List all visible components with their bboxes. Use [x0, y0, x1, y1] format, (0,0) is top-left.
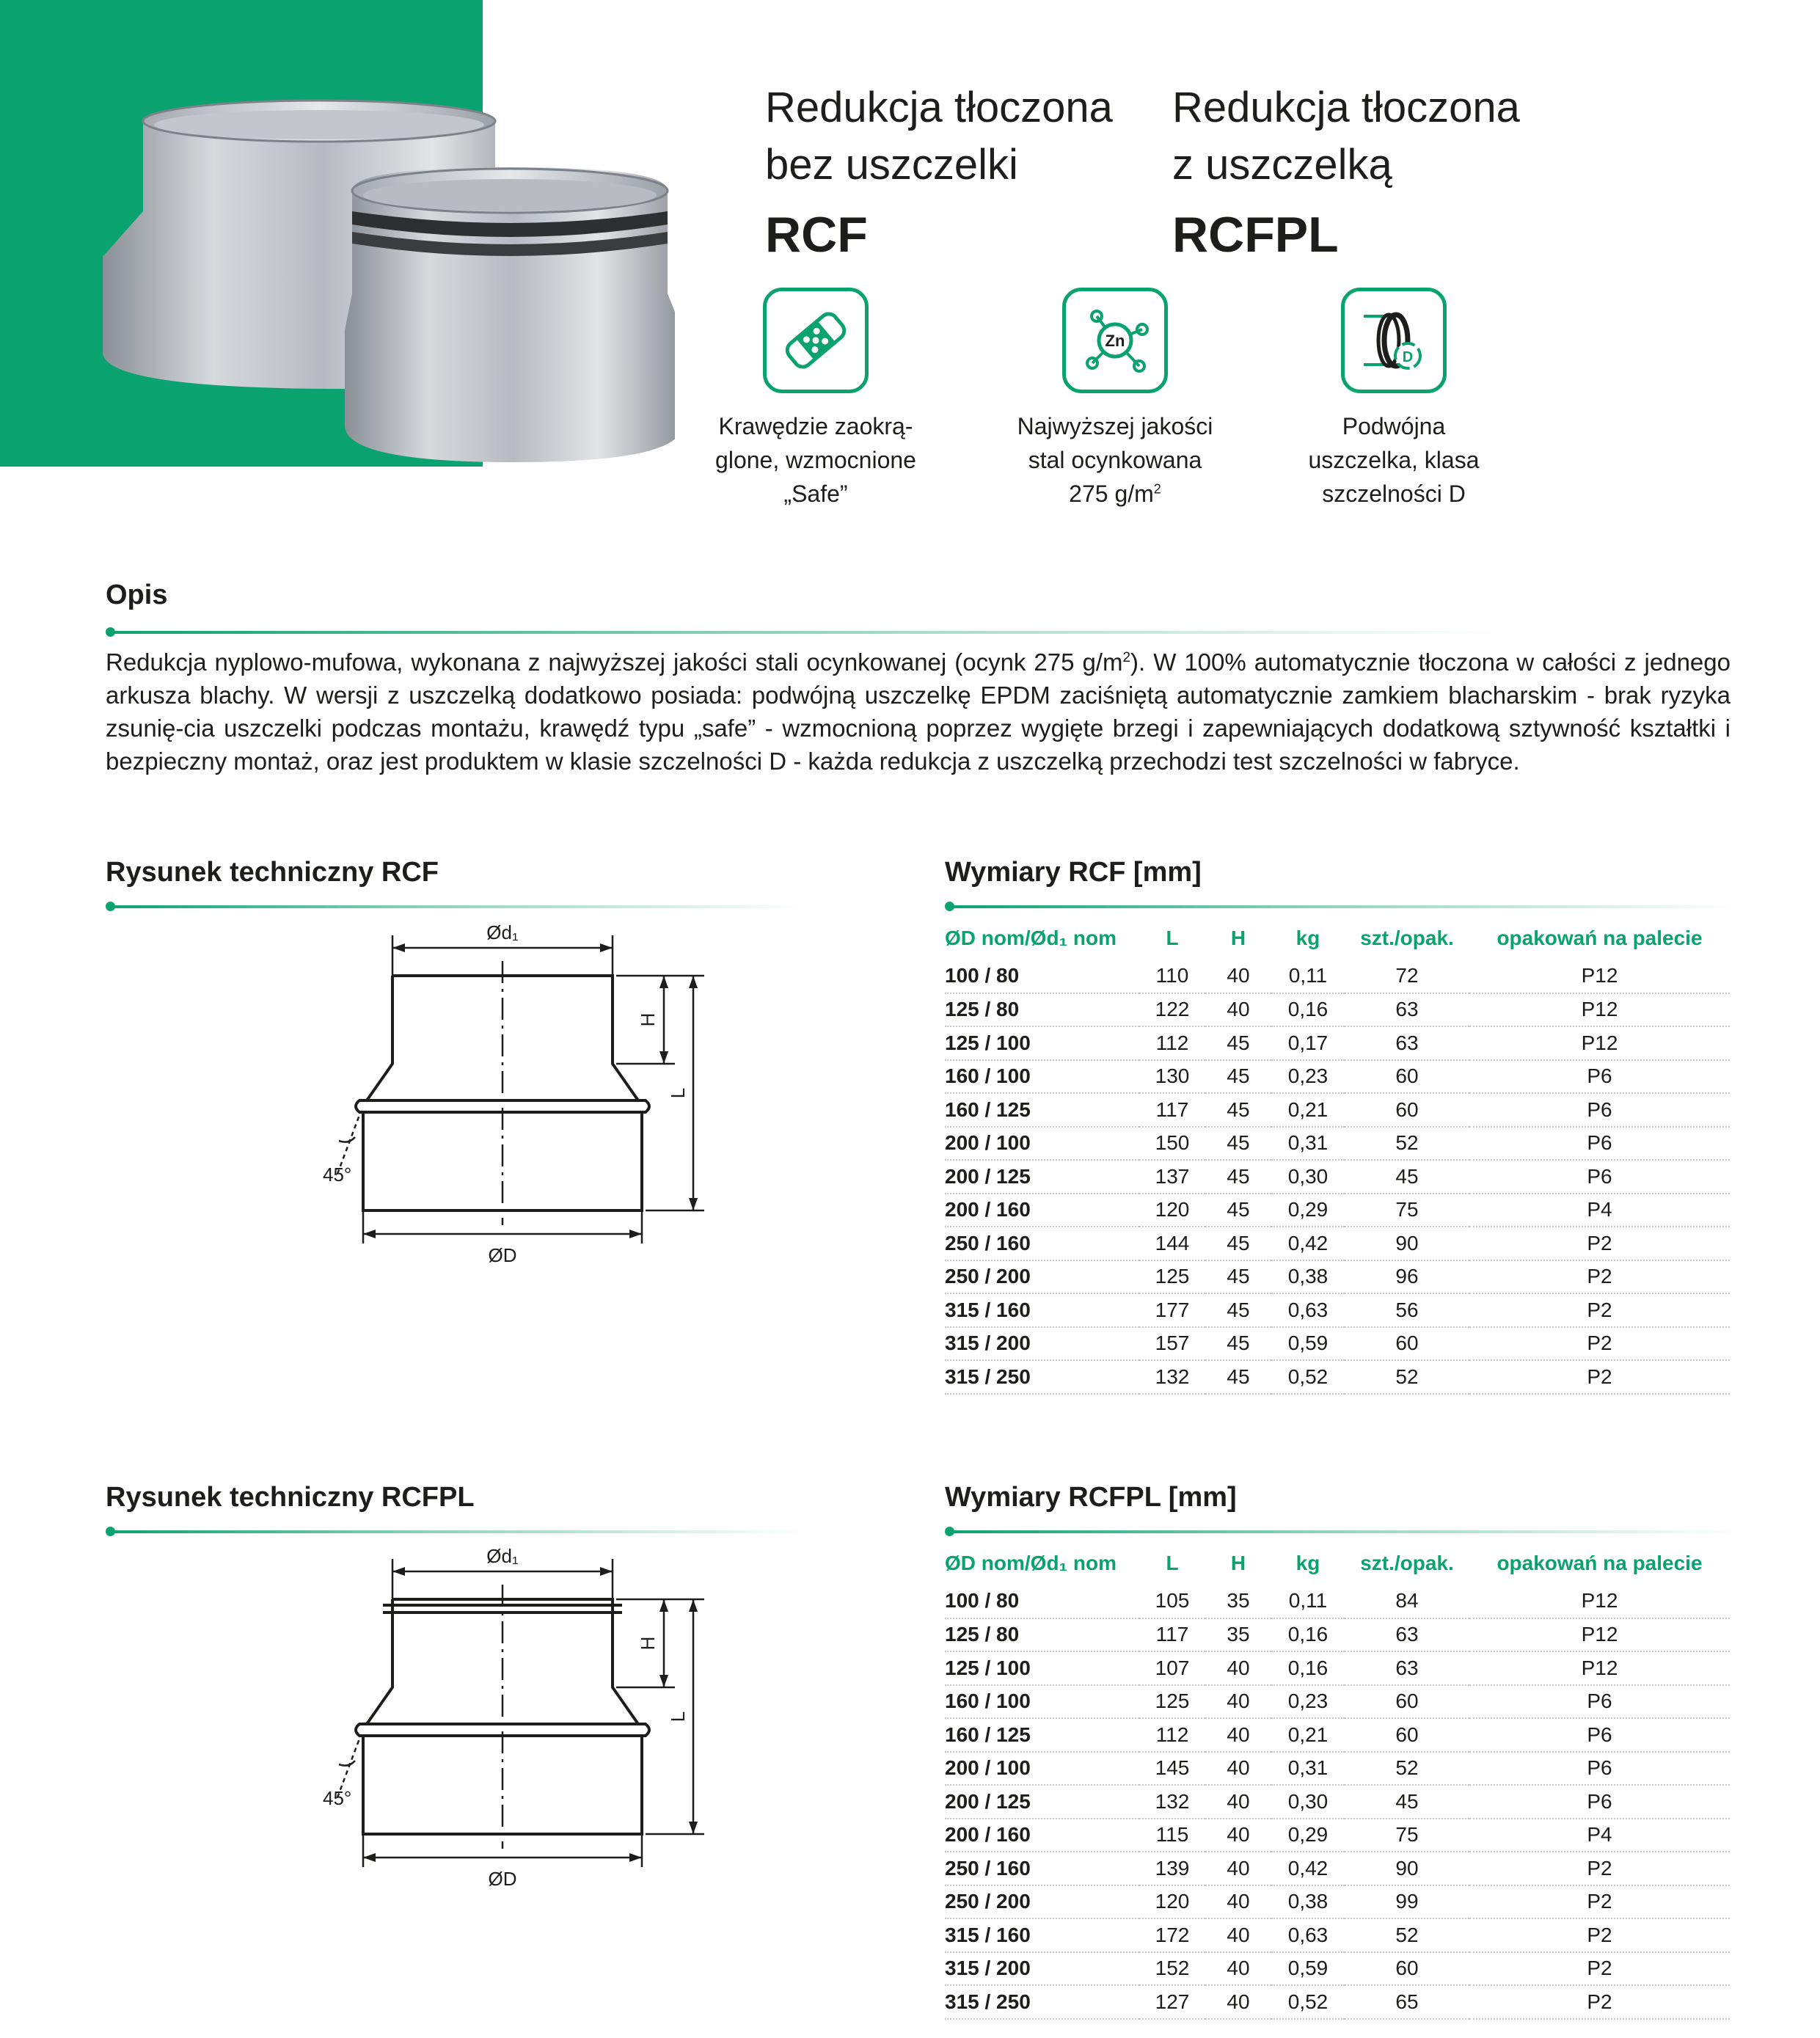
table-row — [945, 1985, 1730, 2019]
L-cell: 110 — [1139, 960, 1205, 993]
table-row — [945, 1093, 1730, 1127]
H-cell: 40 — [1205, 1651, 1271, 1685]
table-row — [945, 1060, 1730, 1094]
L-cell: 157 — [1139, 1327, 1205, 1361]
diameter-cell: 100 / 80 — [945, 1585, 1139, 1618]
L-cell: 152 — [1139, 1952, 1205, 1986]
diameter-cell: 250 / 200 — [945, 1885, 1139, 1919]
pcs-per-pack-cell: 45 — [1345, 1785, 1469, 1819]
H-cell: 45 — [1205, 1093, 1271, 1127]
feature-double-seal — [1276, 288, 1511, 511]
diameter-cell: 315 / 160 — [945, 1293, 1139, 1327]
diameter-cell: 100 / 80 — [945, 960, 1139, 993]
opis-text: Redukcja nyplowo-mufowa, wykonana z najwyższej jakości stali ocynkowanej (ocynk 275 $g/m^2$). W 100% automatycznie tłoczona w całości z jednego arkusza blachy. W wersji z uszczelką dodatkowo posiada: podwójną uszczelkę EPDM zaciśniętą automatycznie zamkiem blacharskim - brak ryzyka zsunię-cia uszczelki podczas montażu, krawędź typu „safe” - wzmocnioną poprzez wygięte brzegi i zapewniających dodatkową sztywność kształtki i bezpieczny montaż, oraz jest produktem w klasie szczelności D - każda redukcja z uszczelką przechodzi test szczelności w fabryce. — [106, 649, 1731, 775]
table-row — [945, 1785, 1730, 1819]
kg-cell: 0,21 — [1271, 1093, 1345, 1127]
L-cell: 139 — [1139, 1852, 1205, 1885]
col-header-packs-per-pallet: opakowań na palecie — [1496, 1552, 1703, 1574]
H-cell: 45 — [1205, 1026, 1271, 1060]
H-cell: 35 — [1205, 1585, 1271, 1618]
packs-per-pallet-cell: P4 — [1469, 1194, 1730, 1227]
packs-per-pallet-cell: P6 — [1469, 1785, 1730, 1819]
table-row — [945, 1685, 1730, 1719]
kg-cell: 0,30 — [1271, 1160, 1345, 1194]
packs-per-pallet-cell: P4 — [1469, 1819, 1730, 1852]
col-header-pcs-per-pack: szt./opak. — [1360, 1552, 1454, 1574]
safe-edge-bandage-icon — [763, 288, 869, 393]
kg-cell: 0,63 — [1271, 1293, 1345, 1327]
pcs-per-pack-cell: 60 — [1345, 1093, 1469, 1127]
packs-per-pallet-cell: P2 — [1469, 1227, 1730, 1260]
packs-per-pallet-cell: P2 — [1469, 1293, 1730, 1327]
diameter-cell: 125 / 80 — [945, 1618, 1139, 1652]
diameter-cell: 125 / 80 — [945, 993, 1139, 1027]
H-cell: 40 — [1205, 1752, 1271, 1786]
H-cell: 40 — [1205, 1718, 1271, 1752]
kg-cell: 0,63 — [1271, 1918, 1345, 1952]
packs-per-pallet-cell: P12 — [1469, 1651, 1730, 1685]
pcs-per-pack-cell: 60 — [1345, 1718, 1469, 1752]
table-row — [945, 1127, 1730, 1161]
diameter-cell: 160 / 100 — [945, 1060, 1139, 1094]
table-row — [945, 1227, 1730, 1260]
rcf-L-label: L — [667, 1087, 689, 1099]
H-cell: 40 — [1205, 1685, 1271, 1719]
drawing-rcfpl-title: Rysunek techniczny RCFPL — [106, 1482, 475, 1513]
diameter-cell: 200 / 125 — [945, 1785, 1139, 1819]
diameter-cell: 315 / 250 — [945, 1985, 1139, 2019]
table-row — [945, 1752, 1730, 1786]
col-header-kg: kg — [1295, 1552, 1320, 1574]
packs-per-pallet-cell: P2 — [1469, 1952, 1730, 1986]
table-rcfpl-rule — [948, 1530, 1740, 1533]
H-cell: 40 — [1205, 1852, 1271, 1885]
feature-zinc-line2: stal ocynkowana — [1028, 447, 1202, 473]
packs-per-pallet-cell: P12 — [1469, 1618, 1730, 1652]
L-cell: 107 — [1139, 1651, 1205, 1685]
table-row — [945, 1718, 1730, 1752]
L-cell: 122 — [1139, 993, 1205, 1027]
diameter-cell: 160 / 100 — [945, 1685, 1139, 1719]
packs-per-pallet-cell: P12 — [1469, 1585, 1730, 1618]
feature-safe-line2: glone, wzmocnione — [715, 447, 916, 473]
H-cell: 45 — [1205, 1227, 1271, 1260]
L-cell: 145 — [1139, 1752, 1205, 1786]
H-cell: 45 — [1205, 1127, 1271, 1161]
packs-per-pallet-cell: P6 — [1469, 1685, 1730, 1719]
pcs-per-pack-cell: 52 — [1345, 1127, 1469, 1161]
double-seal-class-d-icon — [1341, 288, 1447, 393]
table-row — [945, 1952, 1730, 1986]
feature-zinc-line3: 275 $g/m^2$ — [1069, 481, 1161, 507]
pcs-per-pack-cell: 60 — [1345, 1952, 1469, 1986]
pcs-per-pack-cell: 90 — [1345, 1852, 1469, 1885]
L-cell: 120 — [1139, 1194, 1205, 1227]
kg-cell: 0,21 — [1271, 1718, 1345, 1752]
diameter-cell: 200 / 160 — [945, 1194, 1139, 1227]
rcf-H-label: H — [637, 1012, 659, 1027]
pcs-per-pack-cell: 63 — [1345, 993, 1469, 1027]
rcf-d1-label: Ød₁ — [486, 921, 519, 943]
pcs-per-pack-cell: 60 — [1345, 1685, 1469, 1719]
L-cell: 172 — [1139, 1918, 1205, 1952]
L-cell: 117 — [1139, 1093, 1205, 1127]
kg-cell: 0,16 — [1271, 993, 1345, 1027]
L-cell: 127 — [1139, 1985, 1205, 2019]
col-header-L: L — [1166, 927, 1179, 949]
zinc-molecule-icon — [1062, 288, 1168, 393]
L-cell: 115 — [1139, 1819, 1205, 1852]
H-cell: 45 — [1205, 1327, 1271, 1361]
H-cell: 35 — [1205, 1618, 1271, 1652]
packs-per-pallet-cell: P6 — [1469, 1718, 1730, 1752]
seal-class-letter: D — [1402, 349, 1414, 365]
kg-cell: 0,23 — [1271, 1060, 1345, 1094]
opis-rule — [109, 631, 1502, 634]
kg-cell: 0,59 — [1271, 1327, 1345, 1361]
opis-title: Opis — [106, 580, 168, 610]
feature-seal-line3: szczelności D — [1322, 481, 1466, 507]
diameter-cell: 315 / 200 — [945, 1327, 1139, 1361]
L-cell: 105 — [1139, 1585, 1205, 1618]
packs-per-pallet-cell: P2 — [1469, 1260, 1730, 1294]
pcs-per-pack-cell: 60 — [1345, 1327, 1469, 1361]
table-row — [945, 1585, 1730, 1618]
table-row — [945, 993, 1730, 1027]
col-header-L: L — [1166, 1552, 1179, 1574]
rcfpl-d1-label: Ød₁ — [486, 1545, 519, 1567]
L-cell: 112 — [1139, 1026, 1205, 1060]
H-cell: 40 — [1205, 1819, 1271, 1852]
kg-cell: 0,52 — [1271, 1985, 1345, 2019]
pcs-per-pack-cell: 63 — [1345, 1651, 1469, 1685]
table-header-row — [945, 917, 1730, 960]
packs-per-pallet-cell: P6 — [1469, 1060, 1730, 1094]
kg-cell: 0,42 — [1271, 1852, 1345, 1885]
table-row — [945, 960, 1730, 993]
pcs-per-pack-cell: 52 — [1345, 1752, 1469, 1786]
drawing-rcfpl-rule — [109, 1530, 805, 1533]
L-cell: 144 — [1139, 1227, 1205, 1260]
feature-seal-line2: uszczelka, klasa — [1308, 447, 1480, 473]
L-cell: 125 — [1139, 1685, 1205, 1719]
kg-cell: 0,16 — [1271, 1618, 1345, 1652]
pcs-per-pack-cell: 65 — [1345, 1985, 1469, 2019]
rcf-title-block — [765, 79, 1113, 270]
feature-safe-edges — [698, 288, 933, 511]
packs-per-pallet-cell: P12 — [1469, 960, 1730, 993]
pcs-per-pack-cell: 84 — [1345, 1585, 1469, 1618]
rcfpl-title-line2: z uszczelką — [1172, 141, 1392, 189]
pcs-per-pack-cell: 96 — [1345, 1260, 1469, 1294]
product-photo — [88, 81, 675, 536]
rcfpl-code: RCFPL — [1172, 207, 1339, 263]
diameter-cell: 200 / 100 — [945, 1127, 1139, 1161]
table-row — [945, 1160, 1730, 1194]
pcs-per-pack-cell: 90 — [1345, 1227, 1469, 1260]
table-row — [945, 1852, 1730, 1885]
packs-per-pallet-cell: P2 — [1469, 1918, 1730, 1952]
kg-cell: 0,42 — [1271, 1227, 1345, 1260]
kg-cell: 0,29 — [1271, 1819, 1345, 1852]
table-row — [945, 1360, 1730, 1394]
H-cell: 40 — [1205, 1885, 1271, 1919]
table-row — [945, 1618, 1730, 1652]
pcs-per-pack-cell: 75 — [1345, 1194, 1469, 1227]
table-row — [945, 1651, 1730, 1685]
packs-per-pallet-cell: P2 — [1469, 1985, 1730, 2019]
H-cell: 45 — [1205, 1293, 1271, 1327]
pcs-per-pack-cell: 52 — [1345, 1360, 1469, 1394]
kg-cell: 0,31 — [1271, 1127, 1345, 1161]
kg-cell: 0,59 — [1271, 1952, 1345, 1986]
table-rcfpl-title: Wymiary RCFPL [mm] — [945, 1482, 1237, 1513]
diameter-cell: 315 / 160 — [945, 1918, 1139, 1952]
col-header-diameter: ØD nom/Ød₁ nom — [945, 927, 1117, 949]
L-cell: 130 — [1139, 1060, 1205, 1094]
L-cell: 125 — [1139, 1260, 1205, 1294]
kg-cell: 0,23 — [1271, 1685, 1345, 1719]
kg-cell: 0,30 — [1271, 1785, 1345, 1819]
pcs-per-pack-cell: 56 — [1345, 1293, 1469, 1327]
col-header-packs-per-pallet: opakowań na palecie — [1496, 927, 1703, 949]
rcfpl-title-block — [1172, 79, 1520, 270]
rcfpl-D-label: ØD — [488, 1868, 517, 1890]
table-row — [945, 1327, 1730, 1361]
col-header-H: H — [1230, 927, 1246, 949]
rcf-code: RCF — [765, 207, 868, 263]
L-cell: 150 — [1139, 1127, 1205, 1161]
kg-cell: 0,38 — [1271, 1260, 1345, 1294]
H-cell: 45 — [1205, 1194, 1271, 1227]
kg-cell: 0,52 — [1271, 1360, 1345, 1394]
feature-safe-line1: Krawędzie zaokrą- — [718, 413, 913, 439]
H-cell: 40 — [1205, 1785, 1271, 1819]
rcfpl-L-label: L — [667, 1711, 689, 1723]
H-cell: 40 — [1205, 1918, 1271, 1952]
kg-cell: 0,16 — [1271, 1651, 1345, 1685]
L-cell: 117 — [1139, 1618, 1205, 1652]
pcs-per-pack-cell: 75 — [1345, 1819, 1469, 1852]
feature-zinc-line1: Najwyższej jakości — [1017, 413, 1213, 439]
rcf-title-line2: bez uszczelki — [765, 141, 1018, 189]
table-row — [945, 1885, 1730, 1919]
rcfpl-angle-label: 45° — [323, 1787, 352, 1809]
packs-per-pallet-cell: P2 — [1469, 1852, 1730, 1885]
kg-cell: 0,29 — [1271, 1194, 1345, 1227]
packs-per-pallet-cell: P6 — [1469, 1093, 1730, 1127]
L-cell: 137 — [1139, 1160, 1205, 1194]
rcfpl-title-line1: Redukcja tłoczona — [1172, 84, 1520, 131]
L-cell: 112 — [1139, 1718, 1205, 1752]
table-row — [945, 1026, 1730, 1060]
kg-cell: 0,17 — [1271, 1026, 1345, 1060]
H-cell: 45 — [1205, 1360, 1271, 1394]
diameter-cell: 125 / 100 — [945, 1651, 1139, 1685]
table-row — [945, 1260, 1730, 1294]
col-header-pcs-per-pack: szt./opak. — [1360, 927, 1454, 949]
L-cell: 120 — [1139, 1885, 1205, 1919]
H-cell: 40 — [1205, 960, 1271, 993]
zinc-symbol: Zn — [1105, 332, 1125, 350]
H-cell: 40 — [1205, 993, 1271, 1027]
kg-cell: 0,11 — [1271, 960, 1345, 993]
diameter-cell: 250 / 160 — [945, 1227, 1139, 1260]
kg-cell: 0,38 — [1271, 1885, 1345, 1919]
dimensions-table-rcfpl — [945, 1542, 1730, 2020]
feature-seal-line1: Podwójna — [1342, 413, 1446, 439]
table-row — [945, 1819, 1730, 1852]
packs-per-pallet-cell: P6 — [1469, 1127, 1730, 1161]
pcs-per-pack-cell: 45 — [1345, 1160, 1469, 1194]
diameter-cell: 200 / 125 — [945, 1160, 1139, 1194]
H-cell: 40 — [1205, 1952, 1271, 1986]
drawing-rcf-rule — [109, 905, 805, 908]
drawing-rcf-title: Rysunek techniczny RCF — [106, 857, 439, 888]
technical-drawing-rcf — [293, 917, 778, 1277]
diameter-cell: 250 / 200 — [945, 1260, 1139, 1294]
packs-per-pallet-cell: P6 — [1469, 1752, 1730, 1786]
table-row — [945, 1918, 1730, 1952]
packs-per-pallet-cell: P2 — [1469, 1360, 1730, 1394]
diameter-cell: 250 / 160 — [945, 1852, 1139, 1885]
table-rcf-title: Wymiary RCF [mm] — [945, 857, 1202, 888]
feature-zinc-steel — [998, 288, 1232, 511]
L-cell: 132 — [1139, 1360, 1205, 1394]
L-cell: 132 — [1139, 1785, 1205, 1819]
H-cell: 45 — [1205, 1260, 1271, 1294]
rcf-D-label: ØD — [488, 1244, 517, 1266]
diameter-cell: 160 / 125 — [945, 1718, 1139, 1752]
col-header-H: H — [1230, 1552, 1246, 1574]
rcfpl-H-label: H — [637, 1636, 659, 1651]
H-cell: 45 — [1205, 1060, 1271, 1094]
table-header-row — [945, 1542, 1730, 1585]
packs-per-pallet-cell: P12 — [1469, 993, 1730, 1027]
diameter-cell: 125 / 100 — [945, 1026, 1139, 1060]
pcs-per-pack-cell: 52 — [1345, 1918, 1469, 1952]
rcf-title-line1: Redukcja tłoczona — [765, 84, 1113, 131]
diameter-cell: 315 / 200 — [945, 1952, 1139, 1986]
technical-drawing-rcfpl — [293, 1541, 778, 1900]
packs-per-pallet-cell: P6 — [1469, 1160, 1730, 1194]
dimensions-table-rcf — [945, 917, 1730, 1395]
pcs-per-pack-cell: 60 — [1345, 1060, 1469, 1094]
kg-cell: 0,31 — [1271, 1752, 1345, 1786]
packs-per-pallet-cell: P2 — [1469, 1327, 1730, 1361]
diameter-cell: 200 / 160 — [945, 1819, 1139, 1852]
col-header-kg: kg — [1295, 927, 1320, 949]
H-cell: 40 — [1205, 1985, 1271, 2019]
pcs-per-pack-cell: 72 — [1345, 960, 1469, 993]
kg-cell: 0,11 — [1271, 1585, 1345, 1618]
diameter-cell: 200 / 100 — [945, 1752, 1139, 1786]
H-cell: 45 — [1205, 1160, 1271, 1194]
packs-per-pallet-cell: P12 — [1469, 1026, 1730, 1060]
pcs-per-pack-cell: 99 — [1345, 1885, 1469, 1919]
table-row — [945, 1194, 1730, 1227]
table-rcf-rule — [948, 905, 1740, 908]
packs-per-pallet-cell: P2 — [1469, 1885, 1730, 1919]
col-header-diameter: ØD nom/Ød₁ nom — [945, 1552, 1117, 1574]
pcs-per-pack-cell: 63 — [1345, 1618, 1469, 1652]
diameter-cell: 160 / 125 — [945, 1093, 1139, 1127]
L-cell: 177 — [1139, 1293, 1205, 1327]
feature-safe-line3: „Safe” — [783, 481, 848, 507]
rcf-angle-label: 45° — [323, 1164, 352, 1186]
pcs-per-pack-cell: 63 — [1345, 1026, 1469, 1060]
table-row — [945, 1293, 1730, 1327]
diameter-cell: 315 / 250 — [945, 1360, 1139, 1394]
